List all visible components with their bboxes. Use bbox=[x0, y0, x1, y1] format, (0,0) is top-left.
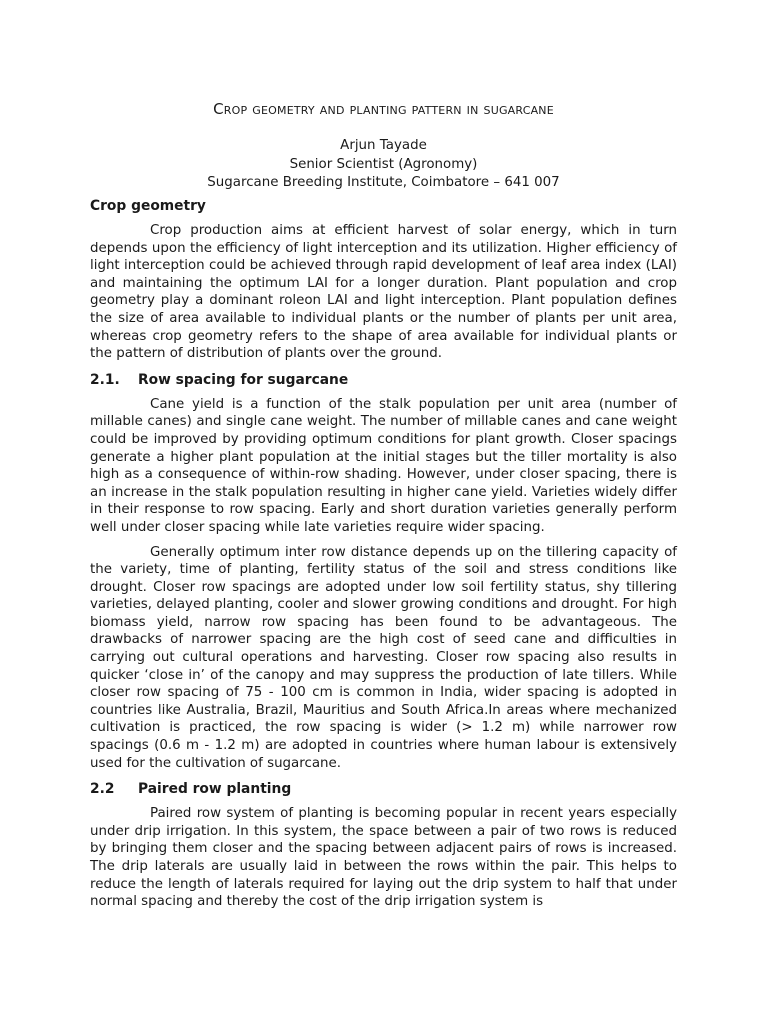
section-number: 2.1. bbox=[90, 371, 120, 388]
paragraph: Cane yield is a function of the stalk population per unit area (number of millable canes) and single cane weight. The number of millable canes and cane weight could be improved by providing optimum conditions for plant growth. Closer spacings generate a higher plant population at the initial stages but the tiller mortality is also high as a consequence of within-row shading. However, under closer spacing, there is an increase in the stalk population resulting in higher cane yield. Varieties widely differ in their response to row spacing. Early and short duration varieties generally perform well under closer spacing while late varieties require wider spacing. bbox=[90, 396, 677, 535]
author-name: Arjun Tayade bbox=[340, 138, 427, 153]
document-body bbox=[90, 196, 677, 918]
author-designation: Senior Scientist (Agronomy) bbox=[289, 156, 478, 172]
section-crop-geometry bbox=[90, 196, 677, 363]
section-heading bbox=[90, 370, 677, 390]
section-number: 2.2 bbox=[90, 781, 115, 798]
section-heading-text: Row spacing for sugarcane bbox=[138, 371, 349, 388]
document-title: Crop geometry and planting pattern in sugarcane bbox=[213, 100, 554, 118]
section-paired-row-planting bbox=[90, 779, 677, 911]
author-block bbox=[90, 137, 677, 193]
document-page bbox=[90, 0, 677, 1024]
author-affiliation: Sugarcane Breeding Institute, Coimbatore – 641 007 bbox=[207, 175, 560, 190]
paragraph: Crop production aims at efficient harvest of solar energy, which in turn depends upon the efficiency of light interception and its utilization. Higher efficiency of light interception could be achieved through rapid development of leaf area index (LAI) and maintaining the optimum LAI for a longer duration. Plant population and crop geometry play a dominant roleon LAI and light interception. Plant population defines the size of area available to individual plants or the number of plants per unit area, whereas crop geometry refers to the shape of area available for individual plants or the pattern of distribution of plants over the ground. bbox=[90, 223, 677, 362]
section-row-spacing bbox=[90, 370, 677, 772]
paragraph: Paired row system of planting is becoming popular in recent years especially under drip irrigation. In this system, the space between a pair of two rows is reduced by bringing them closer and the spacing between adjacent pairs of rows is increased. The drip laterals are usually laid in between the rows within the pair. This helps to reduce the length of laterals required for laying out the drip system to half that under normal spacing and thereby the cost of the drip irrigation system is bbox=[90, 806, 677, 910]
section-heading bbox=[90, 196, 677, 216]
paragraph: Generally optimum inter row distance depends up on the tillering capacity of the variety, time of planting, fertility status of the soil and stress conditions like drought. Closer row spacings are adopted under low soil fertility status, shy tillering varieties, delayed planting, cooler and slower growing conditions and drought. For high biomass yield, narrow row spacing has been found to be advantageous. The drawbacks of narrower spacing are the high cost of seed cane and difficulties in carrying out cultural operations and harvesting. Closer row spacing also results in quicker ‘close in’ of the canopy and may suppress the production of late tillers. While closer row spacing of 75 - 100 cm is common in India, wider spacing is adopted in countries like Australia, Brazil, Mauritius and South Africa.In areas where mechanized cultivation is practiced, the row spacing is wider (> 1.2 m) while narrower row spacings (0.6 m - 1.2 m) are adopted in countries where human labour is extensively used for the cultivation of sugarcane. bbox=[90, 544, 677, 771]
section-heading-text: Crop geometry bbox=[90, 198, 206, 214]
section-heading bbox=[90, 779, 677, 799]
section-heading-text: Paired row planting bbox=[138, 781, 292, 798]
